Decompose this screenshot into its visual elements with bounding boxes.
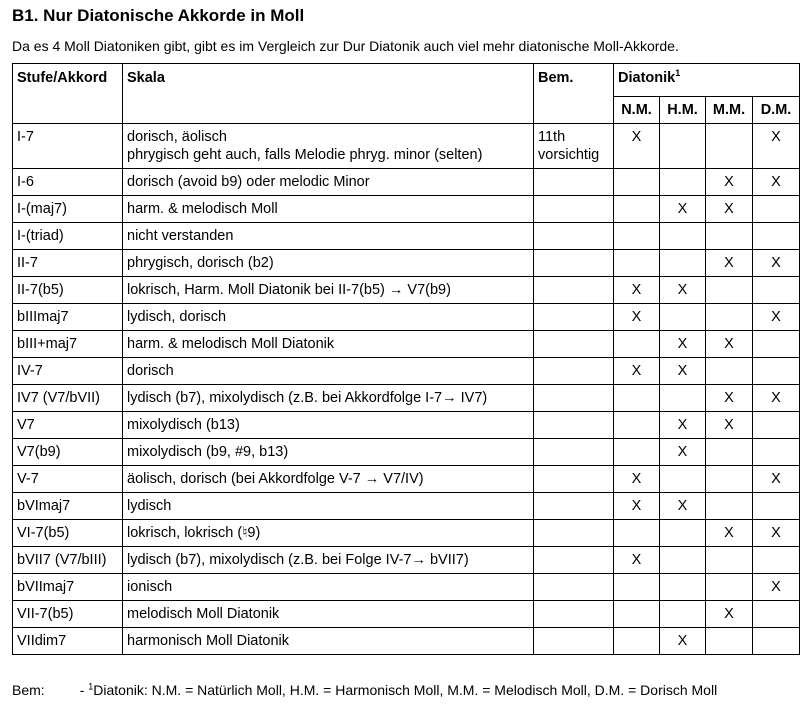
cell-skala-line: phrygisch geht auch, falls Melodie phryg. minor (selten) (127, 147, 483, 163)
table-row (13, 466, 800, 493)
cell-nm (614, 331, 660, 358)
cell-stufe: IV-7 (13, 358, 123, 385)
table-row (13, 493, 800, 520)
cell-nm: X (614, 547, 660, 574)
cell-mm: X (706, 331, 753, 358)
table-row (13, 439, 800, 466)
cell-skala (123, 466, 534, 493)
cell-mm (706, 493, 753, 520)
cell-hm (660, 574, 706, 601)
cell-hm: X (660, 493, 706, 520)
footnote-mark: 1 (88, 681, 94, 692)
cell-skala-line: lydisch (b7), mixolydisch (z.B. bei Akkordfolge I-7→ IV7) (127, 390, 488, 406)
header-skala: Skala (123, 64, 534, 124)
header-diatonik (614, 64, 800, 97)
cell-bem (534, 628, 614, 655)
cell-nm (614, 574, 660, 601)
header-diatonik-footnote-mark: 1 (675, 68, 681, 79)
cell-hm (660, 466, 706, 493)
cell-stufe: IV7 (V7/bVII) (13, 385, 123, 412)
table-row (13, 547, 800, 574)
cell-stufe: bIIImaj7 (13, 304, 123, 331)
cell-dm: X (753, 304, 800, 331)
cell-bem-line: vorsichtig (538, 147, 600, 163)
footnote (12, 682, 717, 698)
cell-bem (534, 385, 614, 412)
cell-skala (123, 196, 534, 223)
cell-hm (660, 601, 706, 628)
header-dm: D.M. (753, 97, 800, 124)
cell-skala (123, 547, 534, 574)
cell-dm (753, 223, 800, 250)
table-body (13, 124, 800, 655)
cell-stufe: VII-7(b5) (13, 601, 123, 628)
footnote-text: Diatonik: N.M. = Natürlich Moll, H.M. = Harmonisch Moll, M.M. = Melodisch Moll, D.M. = Dorisch Moll (93, 682, 718, 698)
cell-stufe: VI-7(b5) (13, 520, 123, 547)
cell-skala-line: ionisch (127, 579, 173, 595)
cell-skala (123, 493, 534, 520)
cell-mm (706, 277, 753, 304)
cell-dm (753, 547, 800, 574)
chord-table (12, 63, 800, 655)
cell-hm (660, 169, 706, 196)
cell-mm: X (706, 601, 753, 628)
cell-bem (534, 169, 614, 196)
cell-skala-line: mixolydisch (b9, #9, b13) (127, 444, 289, 460)
header-hm: H.M. (660, 97, 706, 124)
cell-dm: X (753, 466, 800, 493)
footnote-dash: - (79, 682, 85, 698)
cell-dm: X (753, 124, 800, 169)
cell-hm (660, 520, 706, 547)
cell-dm (753, 196, 800, 223)
cell-hm (660, 250, 706, 277)
cell-dm (753, 277, 800, 304)
cell-dm (753, 331, 800, 358)
cell-hm: X (660, 412, 706, 439)
header-bem: Bem. (534, 64, 614, 124)
header-stufe: Stufe/Akkord (13, 64, 123, 124)
cell-skala-line: melodisch Moll Diatonik (127, 606, 280, 622)
cell-hm: X (660, 196, 706, 223)
cell-stufe: II-7 (13, 250, 123, 277)
cell-bem (534, 331, 614, 358)
cell-stufe: II-7(b5) (13, 277, 123, 304)
cell-mm: X (706, 250, 753, 277)
cell-dm (753, 493, 800, 520)
cell-stufe: I-(maj7) (13, 196, 123, 223)
cell-stufe: bVIImaj7 (13, 574, 123, 601)
cell-dm: X (753, 574, 800, 601)
cell-mm (706, 547, 753, 574)
cell-skala-line: dorisch (127, 363, 174, 379)
cell-skala-line: lydisch (b7), mixolydisch (z.B. bei Folge IV-7→ bVII7) (127, 552, 469, 568)
table-row (13, 358, 800, 385)
cell-bem (534, 223, 614, 250)
cell-skala (123, 124, 534, 169)
intro-text: Da es 4 Moll Diatoniken gibt, gibt es im Vergleich zur Dur Diatonik auch viel mehr diatonische Moll-Akkorde. (12, 38, 679, 54)
footnote-label: Bem: (12, 682, 45, 698)
table-row (13, 628, 800, 655)
cell-hm: X (660, 628, 706, 655)
cell-skala-line: lydisch (127, 498, 172, 514)
cell-mm (706, 439, 753, 466)
cell-nm (614, 628, 660, 655)
table-row (13, 385, 800, 412)
cell-skala-line: harm. & melodisch Moll (127, 201, 278, 217)
cell-skala-line: harmonisch Moll Diatonik (127, 633, 289, 649)
cell-nm (614, 601, 660, 628)
cell-skala-line: lokrisch, Harm. Moll Diatonik bei II-7(b5) → V7(b9) (127, 282, 451, 298)
cell-hm (660, 124, 706, 169)
table-row (13, 277, 800, 304)
cell-skala (123, 520, 534, 547)
table-row (13, 169, 800, 196)
cell-hm: X (660, 439, 706, 466)
cell-skala (123, 223, 534, 250)
cell-bem (534, 250, 614, 277)
table-row (13, 574, 800, 601)
cell-bem (534, 439, 614, 466)
table-row (13, 250, 800, 277)
cell-nm: X (614, 493, 660, 520)
cell-nm (614, 250, 660, 277)
cell-stufe: I-(triad) (13, 223, 123, 250)
cell-mm: X (706, 385, 753, 412)
cell-hm (660, 304, 706, 331)
table-row (13, 124, 800, 169)
cell-hm: X (660, 331, 706, 358)
cell-dm: X (753, 250, 800, 277)
cell-dm (753, 412, 800, 439)
cell-bem (534, 304, 614, 331)
cell-nm: X (614, 124, 660, 169)
cell-mm: X (706, 169, 753, 196)
cell-skala (123, 385, 534, 412)
table-row (13, 412, 800, 439)
cell-mm (706, 304, 753, 331)
cell-dm: X (753, 385, 800, 412)
cell-bem (534, 124, 614, 169)
cell-skala-line: nicht verstanden (127, 228, 234, 244)
cell-skala-line: phrygisch, dorisch (b2) (127, 255, 274, 271)
cell-skala-line: lydisch, dorisch (127, 309, 227, 325)
header-row (13, 64, 800, 97)
cell-skala (123, 358, 534, 385)
cell-stufe: V7(b9) (13, 439, 123, 466)
table-row (13, 304, 800, 331)
cell-hm (660, 547, 706, 574)
header-diatonik-label: Diatonik (618, 70, 676, 86)
cell-stufe: VIIdim7 (13, 628, 123, 655)
cell-bem (534, 574, 614, 601)
cell-nm (614, 196, 660, 223)
cell-nm (614, 412, 660, 439)
cell-nm: X (614, 358, 660, 385)
cell-dm: X (753, 169, 800, 196)
cell-skala-line: harm. & melodisch Moll Diatonik (127, 336, 335, 352)
cell-bem (534, 493, 614, 520)
cell-stufe: V7 (13, 412, 123, 439)
cell-nm: X (614, 304, 660, 331)
cell-mm: X (706, 412, 753, 439)
cell-mm (706, 466, 753, 493)
page-title: B1. Nur Diatonische Akkorde in Moll (12, 6, 305, 25)
table-row (13, 601, 800, 628)
cell-bem (534, 277, 614, 304)
cell-skala (123, 601, 534, 628)
cell-mm (706, 574, 753, 601)
table-row (13, 196, 800, 223)
cell-dm (753, 439, 800, 466)
cell-mm (706, 628, 753, 655)
cell-mm (706, 124, 753, 169)
cell-skala-line: lokrisch, lokrisch (♮9) (127, 525, 261, 541)
header-nm: N.M. (614, 97, 660, 124)
cell-nm: X (614, 277, 660, 304)
cell-nm (614, 385, 660, 412)
cell-stufe: I-7 (13, 124, 123, 169)
cell-bem (534, 196, 614, 223)
cell-stufe: bVII7 (V7/bIII) (13, 547, 123, 574)
cell-skala (123, 439, 534, 466)
cell-skala-line: äolisch, dorisch (bei Akkordfolge V-7 → V7/IV) (127, 471, 424, 487)
cell-mm (706, 223, 753, 250)
cell-skala-line: dorisch, äolisch (127, 129, 227, 145)
cell-dm (753, 601, 800, 628)
cell-bem-line: 11th (538, 129, 566, 145)
cell-stufe: V-7 (13, 466, 123, 493)
cell-skala-line: mixolydisch (b13) (127, 417, 240, 433)
cell-nm (614, 169, 660, 196)
cell-mm: X (706, 196, 753, 223)
cell-bem (534, 358, 614, 385)
cell-bem (534, 520, 614, 547)
header-mm: M.M. (706, 97, 753, 124)
cell-skala (123, 574, 534, 601)
cell-stufe: I-6 (13, 169, 123, 196)
cell-bem (534, 412, 614, 439)
cell-skala (123, 412, 534, 439)
cell-dm (753, 358, 800, 385)
cell-mm (706, 358, 753, 385)
cell-hm: X (660, 277, 706, 304)
cell-skala (123, 331, 534, 358)
table-row (13, 520, 800, 547)
cell-hm: X (660, 358, 706, 385)
cell-skala (123, 169, 534, 196)
cell-bem (534, 466, 614, 493)
table-row (13, 331, 800, 358)
cell-bem (534, 601, 614, 628)
cell-hm (660, 385, 706, 412)
table-row (13, 223, 800, 250)
cell-skala-line: dorisch (avoid b9) oder melodic Minor (127, 174, 370, 190)
cell-skala (123, 277, 534, 304)
cell-dm (753, 628, 800, 655)
cell-stufe: bIII+maj7 (13, 331, 123, 358)
cell-skala (123, 304, 534, 331)
cell-nm (614, 520, 660, 547)
cell-stufe: bVImaj7 (13, 493, 123, 520)
cell-nm: X (614, 466, 660, 493)
cell-nm (614, 223, 660, 250)
cell-hm (660, 223, 706, 250)
cell-bem (534, 547, 614, 574)
cell-mm: X (706, 520, 753, 547)
cell-dm: X (753, 520, 800, 547)
cell-skala (123, 250, 534, 277)
cell-skala (123, 628, 534, 655)
cell-nm (614, 439, 660, 466)
